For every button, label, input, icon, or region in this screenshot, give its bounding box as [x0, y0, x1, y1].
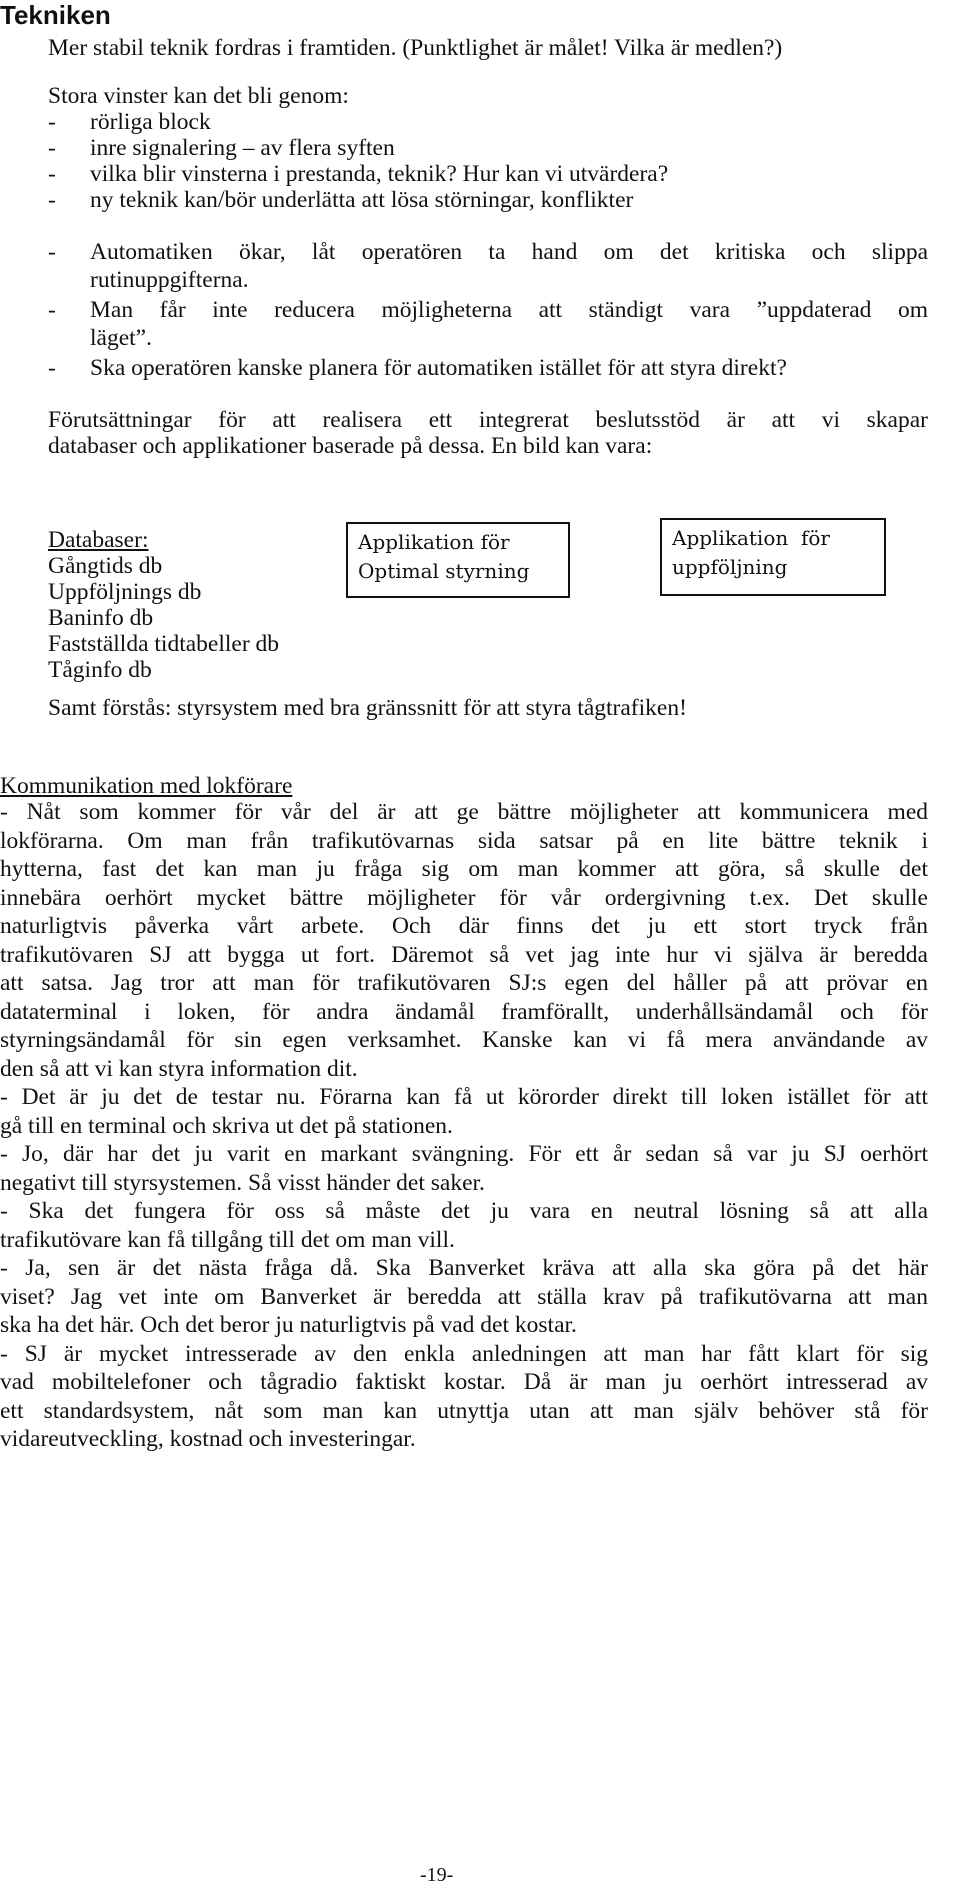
comm-line: vidareutveckling, kostnad och investeringar.: [0, 1426, 416, 1452]
database-item: Baninfo db: [48, 605, 154, 631]
list-item: - vilka blir vinsterna i prestanda, teknik? Hur kan vi utvärdera?: [48, 161, 669, 187]
list-item: - rörliga block: [48, 109, 211, 135]
box-line: Applikation för: [358, 530, 510, 554]
comm-line: - Nåt som kommer för vår del är att ge bättre möjligheter att kommunicera med: [0, 799, 928, 825]
comm-line: styrningsändamål för sin egen verksamhet. Kanske kan vi få mera användande av: [0, 1027, 928, 1053]
database-item: Gångtids db: [48, 553, 163, 579]
list-item: - inre signalering – av flera syften: [48, 135, 395, 161]
comm-line: trafikutövare kan få tillgång till det om man vill.: [0, 1226, 455, 1253]
comm-line: hytterna, fast det kan man ju fråga sig om man kommer att göra, så skulle det: [0, 856, 928, 882]
comm-line: naturligtvis påverka vårt arbete. Och där finns det ju ett stort tryck från: [0, 913, 928, 939]
databases-heading: Databaser:: [48, 527, 149, 553]
comm-line: trafikutövaren SJ att bygga ut fort. Däremot så vet jag inte hur vi själva är beredda: [0, 941, 928, 968]
comm-line: ska ha det här. Och det beror ju naturligtvis på vad det kostar.: [0, 1312, 577, 1338]
page-heading: Tekniken: [0, 0, 111, 30]
database-item: Fastställda tidtabeller db: [48, 631, 280, 657]
prereq-line-1: Förutsättningar för att realisera ett integrerat beslutsstöd är att vi skapar: [48, 407, 928, 433]
intro-text: Mer stabil teknik fordras i framtiden. (Punktlighet är målet! Vilka är medlen?): [48, 35, 783, 61]
comm-line: lokförarna. Om man från trafikutövarnas sida satsar på en lite bättre teknik i: [0, 827, 928, 854]
database-item: Uppföljnings db: [48, 579, 202, 605]
optimal-control-app-box: [346, 522, 570, 598]
comm-line: - SJ är mycket intresserade av den enkla anledningen att man har fått klart för sig: [0, 1340, 928, 1367]
database-item: Tåginfo db: [48, 657, 152, 683]
comm-line: att satsa. Jag tror att man för trafikutövaren SJ:s egen del håller på att prövar en: [0, 970, 928, 996]
comm-line: viset? Jag vet inte om Banverket är beredda att ställa krav på trafikutövarna att man: [0, 1283, 928, 1310]
comm-line: - Ska det fungera för oss så måste det ju vara en neutral lösning så att alla: [0, 1198, 928, 1224]
comm-line: den så att vi kan styra information dit.: [0, 1055, 358, 1082]
list-item-cont: rutinuppgifterna.: [90, 267, 249, 293]
comm-heading: Kommunikation med lokförare: [0, 773, 293, 799]
comm-line: gå till en terminal och skriva ut det på stationen.: [0, 1112, 453, 1139]
list-item-cont: läget”.: [90, 325, 152, 351]
list-item: - Automatiken ökar, låt operatören ta hand om det kritiska och slippa: [48, 239, 928, 265]
box-line: Applikation för: [672, 526, 830, 550]
box-line: uppföljning: [672, 555, 788, 579]
comm-line: ett standardsystem, nåt som man kan utnyttja utan att man själv behöver stå för: [0, 1397, 928, 1424]
prereq-line-2: databaser och applikationer baserade på dessa. En bild kan vara:: [48, 433, 653, 459]
gains-heading: Stora vinster kan det bli genom:: [48, 83, 349, 109]
page-number: -19-: [420, 1864, 454, 1886]
comm-line: - Det är ju det de testar nu. Förarna kan få ut körorder direkt till loken istället för att: [0, 1084, 928, 1110]
comm-line: negativt till styrsystemen. Så visst händer det saker.: [0, 1169, 485, 1196]
box-line: Optimal styrning: [358, 559, 530, 583]
list-item: - Ska operatören kanske planera för automatiken istället för att styra direkt?: [48, 355, 787, 381]
comm-line: vad mobiltelefoner och tågradio faktiskt kostar. Då är man ju oerhört intresserad av: [0, 1369, 928, 1395]
list-item: - Man får inte reducera möjligheterna att ständigt vara ”uppdaterad om: [48, 297, 928, 323]
comm-line: - Ja, sen är det nästa fråga då. Ska Banverket kräva att alla ska göra på det här: [0, 1255, 928, 1281]
list-item: - ny teknik kan/bör underlätta att lösa störningar, konflikter: [48, 187, 634, 213]
comm-line: dataterminal i loken, för andra ändamål framförallt, underhållsändamål och för: [0, 998, 928, 1025]
comm-line: innebära oerhört mycket bättre möjligheter för vår ordergivning t.ex. Det skulle: [0, 884, 928, 911]
also-note: Samt förstås: styrsystem med bra gränssnitt för att styra tågtrafiken!: [48, 695, 687, 721]
followup-app-box: [660, 518, 886, 596]
comm-line: - Jo, där har det ju varit en markant svängning. För ett år sedan så var ju SJ oerhört: [0, 1141, 928, 1167]
